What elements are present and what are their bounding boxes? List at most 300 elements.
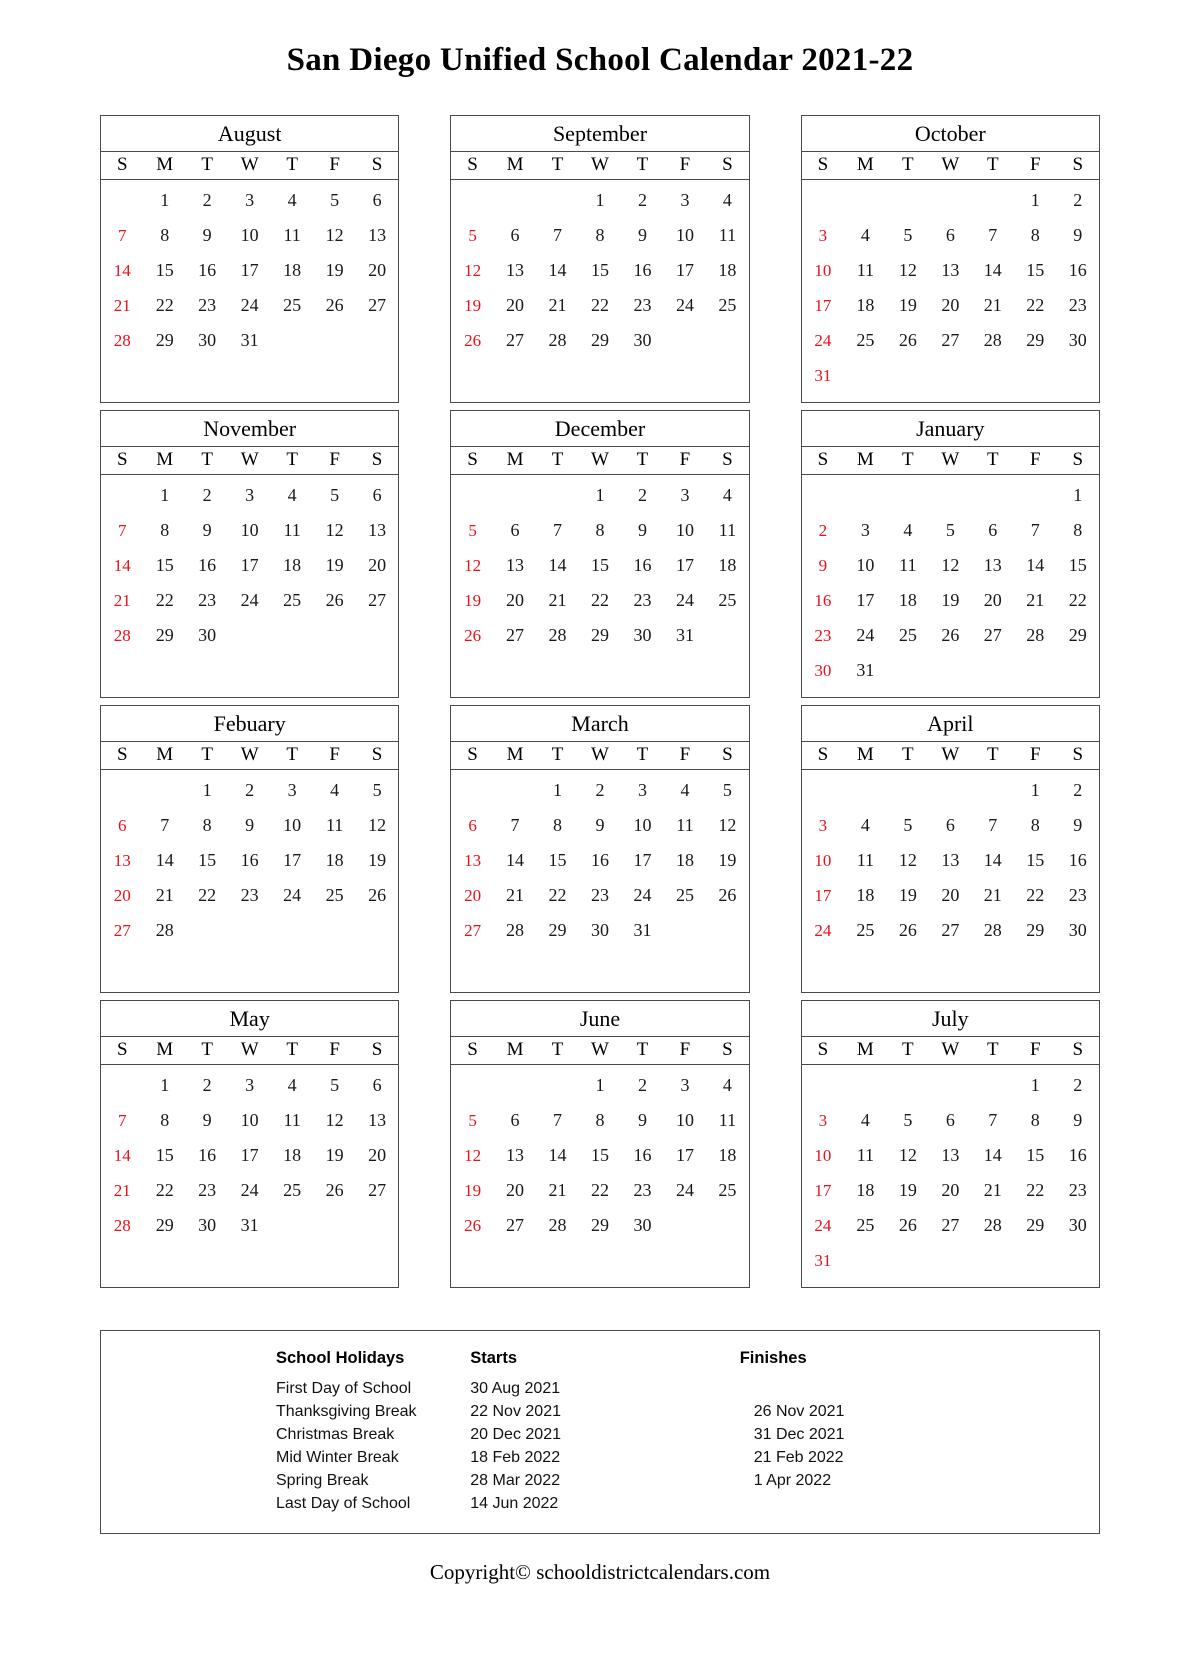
day-cell: 20 bbox=[506, 295, 525, 316]
weekday-label: S bbox=[817, 154, 829, 176]
day-cell: 10 bbox=[814, 261, 832, 281]
day-cell: 24 bbox=[814, 331, 832, 351]
day-cell: 12 bbox=[898, 1145, 917, 1166]
day-cell: 18 bbox=[856, 1180, 875, 1201]
day-cell: 8 bbox=[595, 225, 605, 246]
day-cell: 1 bbox=[1030, 780, 1040, 801]
day-cell: 17 bbox=[856, 590, 875, 611]
day-cell-empty bbox=[844, 183, 886, 218]
page-title: San Diego Unified School Calendar 2021-22 bbox=[286, 42, 914, 78]
day-cell-empty bbox=[451, 1068, 493, 1103]
day-cell: 2 bbox=[1073, 190, 1083, 211]
day-cell: 9 bbox=[637, 520, 647, 541]
day-cell: 19 bbox=[464, 1181, 482, 1201]
day-cell: 27 bbox=[506, 330, 525, 351]
day-cell: 18 bbox=[898, 590, 917, 611]
day-cell: 28 bbox=[113, 626, 131, 646]
day-cell: 31 bbox=[814, 1251, 832, 1271]
day-cell: 15 bbox=[1068, 555, 1087, 576]
month-name: September bbox=[552, 121, 648, 146]
weekday-label: S bbox=[722, 154, 733, 176]
day-cell: 30 bbox=[814, 661, 832, 681]
weekday-label: F bbox=[329, 154, 340, 176]
day-cell: 3 bbox=[818, 226, 828, 246]
day-cell: 4 bbox=[722, 1075, 732, 1096]
day-cell: 23 bbox=[1068, 885, 1087, 906]
day-cell: 28 bbox=[548, 1215, 567, 1236]
weekday-label: F bbox=[1029, 449, 1041, 471]
day-cell: 16 bbox=[198, 1145, 217, 1166]
weekday-label: S bbox=[722, 449, 733, 471]
day-cell: 15 bbox=[548, 850, 567, 871]
legend-row bbox=[101, 1400, 1099, 1423]
day-cell: 27 bbox=[368, 590, 387, 611]
month-card bbox=[100, 410, 399, 698]
day-cell: 7 bbox=[117, 521, 127, 541]
copyright-notice: Copyright© schooldistrictcalendars.com bbox=[429, 1560, 771, 1584]
day-cell-empty bbox=[101, 1068, 143, 1103]
day-cell: 21 bbox=[548, 295, 567, 316]
day-cell: 7 bbox=[988, 815, 998, 836]
day-cell: 23 bbox=[240, 885, 259, 906]
month-name: Febuary bbox=[213, 711, 286, 736]
month-card bbox=[801, 115, 1100, 403]
day-cell: 18 bbox=[675, 850, 694, 871]
weekday-label: S bbox=[116, 449, 128, 471]
day-cell: 13 bbox=[464, 851, 482, 871]
legend-row bbox=[101, 1423, 1099, 1446]
day-cell: 8 bbox=[160, 1110, 170, 1131]
day-grid bbox=[802, 180, 1099, 393]
day-cell-empty bbox=[536, 183, 578, 218]
day-cell: 22 bbox=[198, 885, 217, 906]
day-cell: 23 bbox=[814, 626, 832, 646]
day-cell: 30 bbox=[198, 625, 217, 646]
day-cell: 11 bbox=[283, 1110, 301, 1131]
day-cell: 24 bbox=[856, 625, 875, 646]
day-cell: 16 bbox=[1068, 1145, 1087, 1166]
day-cell: 5 bbox=[722, 780, 732, 801]
day-cell: 22 bbox=[590, 1180, 609, 1201]
weekday-label: S bbox=[371, 449, 383, 471]
day-cell: 5 bbox=[468, 521, 477, 541]
day-cell: 8 bbox=[1030, 815, 1040, 836]
day-cell: 27 bbox=[464, 921, 482, 941]
day-cell: 17 bbox=[283, 850, 302, 871]
weekday-label: M bbox=[506, 449, 524, 471]
day-cell: 16 bbox=[1068, 850, 1087, 871]
weekday-label: W bbox=[941, 744, 960, 766]
day-cell: 27 bbox=[983, 625, 1002, 646]
day-cell: 29 bbox=[155, 330, 174, 351]
day-cell: 19 bbox=[898, 295, 917, 316]
day-cell: 22 bbox=[1068, 590, 1087, 611]
day-cell: 9 bbox=[1073, 1110, 1083, 1131]
weekday-header-row bbox=[101, 151, 398, 180]
day-cell: 14 bbox=[548, 1145, 567, 1166]
day-cell: 21 bbox=[983, 885, 1002, 906]
day-cell: 13 bbox=[983, 555, 1002, 576]
day-cell: 2 bbox=[818, 521, 828, 541]
legend-table bbox=[101, 1347, 1099, 1515]
day-cell: 10 bbox=[240, 1110, 259, 1131]
weekday-label: F bbox=[1029, 1039, 1041, 1061]
weekday-label: M bbox=[856, 154, 874, 176]
weekday-header-row bbox=[451, 151, 748, 180]
day-cell: 23 bbox=[1068, 295, 1087, 316]
calendar-grid bbox=[100, 115, 1100, 1288]
day-cell: 30 bbox=[633, 1215, 652, 1236]
day-cell: 3 bbox=[680, 1075, 690, 1096]
month-card bbox=[450, 705, 749, 993]
day-cell: 10 bbox=[240, 520, 259, 541]
day-cell: 20 bbox=[113, 886, 131, 906]
day-cell: 10 bbox=[856, 555, 875, 576]
weekday-label: F bbox=[679, 449, 691, 471]
weekday-label: M bbox=[156, 744, 174, 766]
day-cell: 18 bbox=[718, 260, 737, 281]
month-name: August bbox=[217, 121, 282, 146]
day-cell-empty bbox=[1014, 478, 1056, 513]
weekday-label: M bbox=[856, 1039, 874, 1061]
day-cell: 18 bbox=[283, 1145, 302, 1166]
day-cell: 12 bbox=[325, 225, 344, 246]
day-cell: 6 bbox=[988, 520, 998, 541]
day-cell: 8 bbox=[553, 815, 562, 836]
day-cell: 29 bbox=[155, 625, 174, 646]
day-cell-empty bbox=[972, 478, 1014, 513]
day-cell: 26 bbox=[718, 885, 737, 906]
weekday-label: F bbox=[1029, 154, 1041, 176]
weekday-header-row bbox=[101, 446, 398, 475]
day-cell: 10 bbox=[675, 225, 694, 246]
day-cell: 1 bbox=[595, 1075, 605, 1096]
day-cell: 25 bbox=[856, 920, 875, 941]
day-cell-empty bbox=[536, 478, 578, 513]
day-cell: 24 bbox=[675, 295, 694, 316]
day-grid bbox=[451, 180, 748, 358]
legend-holiday-name: Thanksgiving Break bbox=[276, 1402, 417, 1420]
day-cell: 25 bbox=[283, 295, 302, 316]
day-cell: 13 bbox=[368, 1110, 387, 1131]
day-cell: 29 bbox=[590, 1215, 609, 1236]
day-cell: 6 bbox=[468, 816, 477, 836]
weekday-label: W bbox=[591, 744, 609, 766]
day-cell: 20 bbox=[368, 555, 387, 576]
day-cell: 9 bbox=[818, 556, 828, 576]
day-cell-empty bbox=[929, 773, 971, 808]
day-cell: 2 bbox=[637, 1075, 647, 1096]
day-cell: 28 bbox=[548, 625, 567, 646]
day-cell-empty bbox=[887, 478, 929, 513]
day-cell: 5 bbox=[903, 815, 913, 836]
day-cell: 30 bbox=[1068, 920, 1087, 941]
weekday-label: W bbox=[941, 449, 960, 471]
day-cell: 7 bbox=[553, 1110, 562, 1131]
weekday-label: F bbox=[679, 744, 691, 766]
weekday-label: T bbox=[902, 744, 914, 766]
day-cell: 20 bbox=[506, 590, 525, 611]
day-cell: 23 bbox=[633, 590, 652, 611]
weekday-label: W bbox=[240, 154, 259, 176]
day-cell: 21 bbox=[506, 885, 525, 906]
day-cell: 12 bbox=[325, 1110, 344, 1131]
day-cell: 11 bbox=[856, 850, 875, 871]
day-cell: 2 bbox=[202, 1075, 212, 1096]
day-cell: 29 bbox=[155, 1215, 174, 1236]
weekday-label: S bbox=[817, 1039, 829, 1061]
legend-holiday-name: First Day of School bbox=[276, 1379, 412, 1397]
day-cell: 12 bbox=[325, 520, 344, 541]
day-cell-empty bbox=[101, 478, 143, 513]
day-cell: 1 bbox=[160, 1075, 170, 1096]
day-cell: 28 bbox=[155, 920, 174, 941]
day-cell: 10 bbox=[675, 520, 694, 541]
day-cell: 2 bbox=[1073, 1075, 1083, 1096]
day-cell: 19 bbox=[325, 1145, 344, 1166]
day-cell: 17 bbox=[814, 1181, 832, 1201]
month-name: June bbox=[579, 1006, 621, 1031]
day-cell-empty bbox=[494, 478, 536, 513]
weekday-label: W bbox=[240, 744, 259, 766]
day-cell: 4 bbox=[722, 485, 732, 506]
day-cell: 24 bbox=[675, 590, 694, 611]
day-cell: 15 bbox=[198, 850, 217, 871]
weekday-header-row bbox=[451, 446, 748, 475]
month-name: December bbox=[554, 416, 646, 441]
day-cell: 16 bbox=[590, 850, 609, 871]
day-cell: 17 bbox=[633, 850, 652, 871]
day-cell: 1 bbox=[595, 485, 605, 506]
day-cell-empty bbox=[929, 183, 971, 218]
day-cell: 30 bbox=[198, 1215, 217, 1236]
day-cell: 10 bbox=[633, 815, 652, 836]
day-cell: 31 bbox=[675, 625, 694, 646]
weekday-label: S bbox=[817, 744, 829, 766]
day-cell: 22 bbox=[1026, 885, 1045, 906]
legend-header-row bbox=[101, 1347, 1099, 1377]
day-cell: 18 bbox=[283, 555, 302, 576]
day-cell: 20 bbox=[368, 260, 387, 281]
day-cell: 26 bbox=[898, 330, 917, 351]
day-cell-empty bbox=[451, 183, 493, 218]
day-cell: 9 bbox=[637, 1110, 647, 1131]
day-cell: 26 bbox=[325, 295, 344, 316]
month-card bbox=[450, 1000, 749, 1288]
day-cell: 25 bbox=[283, 1180, 302, 1201]
legend-start-date: 14 Jun 2022 bbox=[470, 1494, 559, 1512]
day-cell: 13 bbox=[506, 555, 525, 576]
weekday-label: T bbox=[551, 744, 564, 766]
day-grid bbox=[101, 770, 398, 948]
day-cell: 24 bbox=[283, 885, 302, 906]
day-cell-empty bbox=[101, 773, 143, 808]
day-cell: 21 bbox=[548, 590, 567, 611]
weekday-header-row bbox=[802, 1036, 1099, 1065]
weekday-header-row bbox=[802, 741, 1099, 770]
day-cell: 20 bbox=[368, 1145, 387, 1166]
legend-finish-date: 21 Feb 2022 bbox=[753, 1448, 844, 1466]
day-cell: 30 bbox=[1068, 330, 1087, 351]
day-cell: 11 bbox=[899, 555, 917, 576]
day-cell: 29 bbox=[548, 920, 567, 941]
legend-start-date: 30 Aug 2021 bbox=[470, 1379, 561, 1397]
day-cell: 31 bbox=[240, 1215, 259, 1236]
day-cell: 5 bbox=[903, 225, 913, 246]
weekday-label: T bbox=[201, 1039, 213, 1061]
weekday-label: S bbox=[467, 449, 478, 471]
day-cell: 7 bbox=[988, 225, 998, 246]
weekday-header-row bbox=[101, 1036, 398, 1065]
day-cell: 7 bbox=[988, 1110, 998, 1131]
day-cell: 8 bbox=[1030, 1110, 1040, 1131]
weekday-label: F bbox=[679, 154, 691, 176]
day-cell: 11 bbox=[718, 520, 737, 541]
month-card bbox=[801, 410, 1100, 698]
day-cell: 23 bbox=[198, 295, 217, 316]
day-cell: 27 bbox=[941, 1215, 960, 1236]
day-cell: 14 bbox=[983, 260, 1002, 281]
day-cell: 2 bbox=[637, 485, 647, 506]
month-name: January bbox=[916, 416, 985, 441]
day-cell: 4 bbox=[860, 815, 870, 836]
day-cell: 15 bbox=[590, 1145, 609, 1166]
day-cell: 26 bbox=[941, 625, 960, 646]
day-cell: 12 bbox=[464, 556, 482, 576]
day-cell: 19 bbox=[464, 296, 482, 316]
legend-holiday-name: Spring Break bbox=[276, 1471, 369, 1489]
day-cell: 22 bbox=[548, 885, 567, 906]
weekday-header-row bbox=[101, 741, 398, 770]
day-cell: 25 bbox=[718, 295, 737, 316]
weekday-label: M bbox=[156, 1039, 174, 1061]
day-cell: 16 bbox=[633, 260, 652, 281]
weekday-label: W bbox=[240, 1039, 259, 1061]
weekday-label: S bbox=[371, 154, 383, 176]
weekday-label: W bbox=[591, 1039, 609, 1061]
day-cell: 6 bbox=[372, 485, 382, 506]
day-cell: 21 bbox=[155, 885, 174, 906]
weekday-label: W bbox=[240, 449, 259, 471]
day-cell: 7 bbox=[553, 520, 562, 541]
day-cell: 19 bbox=[325, 555, 344, 576]
day-cell: 20 bbox=[464, 886, 482, 906]
day-cell: 25 bbox=[718, 590, 737, 611]
day-cell: 9 bbox=[202, 520, 212, 541]
day-cell: 15 bbox=[155, 260, 174, 281]
legend-header-holidays: School Holidays bbox=[276, 1349, 405, 1367]
day-cell: 14 bbox=[548, 555, 567, 576]
day-cell-empty bbox=[802, 773, 844, 808]
weekday-label: S bbox=[1072, 449, 1084, 471]
day-cell-empty bbox=[494, 773, 536, 808]
day-cell: 13 bbox=[506, 260, 525, 281]
month-name: November bbox=[203, 416, 297, 441]
day-cell: 21 bbox=[548, 1180, 567, 1201]
weekday-label: T bbox=[902, 1039, 914, 1061]
day-cell-empty bbox=[844, 478, 886, 513]
day-cell: 4 bbox=[287, 190, 297, 211]
day-cell: 26 bbox=[464, 1216, 482, 1236]
day-grid bbox=[451, 475, 748, 653]
day-cell: 22 bbox=[155, 295, 174, 316]
legend-start-date: 22 Nov 2021 bbox=[470, 1402, 561, 1420]
weekday-label: T bbox=[636, 154, 649, 176]
day-cell-empty bbox=[844, 1068, 886, 1103]
weekday-label: S bbox=[722, 744, 733, 766]
day-cell: 7 bbox=[117, 226, 127, 246]
day-cell: 15 bbox=[155, 1145, 174, 1166]
day-cell: 31 bbox=[814, 366, 832, 386]
day-cell: 24 bbox=[240, 1180, 259, 1201]
day-cell: 21 bbox=[1026, 590, 1045, 611]
day-cell: 31 bbox=[856, 660, 875, 681]
day-cell: 17 bbox=[675, 555, 694, 576]
day-cell: 11 bbox=[718, 1110, 737, 1131]
day-cell: 1 bbox=[595, 190, 605, 211]
day-cell: 13 bbox=[506, 1145, 525, 1166]
day-cell: 20 bbox=[506, 1180, 525, 1201]
day-cell: 5 bbox=[468, 1111, 477, 1131]
day-cell: 26 bbox=[464, 331, 482, 351]
day-cell: 23 bbox=[633, 295, 652, 316]
day-cell: 31 bbox=[240, 330, 259, 351]
legend-row bbox=[101, 1492, 1099, 1515]
day-grid bbox=[101, 180, 398, 358]
day-cell: 12 bbox=[464, 1146, 482, 1166]
day-cell: 11 bbox=[283, 520, 301, 541]
weekday-label: S bbox=[1072, 744, 1084, 766]
day-cell: 6 bbox=[945, 815, 955, 836]
day-grid bbox=[451, 1065, 748, 1243]
weekday-label: T bbox=[902, 449, 914, 471]
weekday-label: T bbox=[286, 744, 298, 766]
weekday-label: T bbox=[986, 1039, 999, 1061]
day-cell: 10 bbox=[814, 851, 832, 871]
legend-start-date: 18 Feb 2022 bbox=[470, 1448, 561, 1466]
day-cell: 3 bbox=[860, 520, 870, 541]
weekday-label: F bbox=[1029, 744, 1041, 766]
day-cell: 11 bbox=[325, 815, 344, 836]
legend-header-starts: Starts bbox=[470, 1349, 518, 1367]
day-cell: 22 bbox=[155, 1180, 174, 1201]
day-cell: 22 bbox=[1026, 295, 1045, 316]
day-cell: 3 bbox=[637, 780, 647, 801]
day-cell-empty bbox=[536, 1068, 578, 1103]
day-cell: 26 bbox=[368, 885, 387, 906]
day-cell: 7 bbox=[117, 1111, 127, 1131]
day-cell: 28 bbox=[983, 1215, 1002, 1236]
day-cell: 24 bbox=[814, 921, 832, 941]
day-cell: 12 bbox=[464, 261, 482, 281]
day-cell: 9 bbox=[595, 815, 605, 836]
day-cell: 23 bbox=[198, 1180, 217, 1201]
weekday-label: T bbox=[286, 1039, 298, 1061]
day-cell: 20 bbox=[941, 295, 960, 316]
day-cell: 30 bbox=[198, 330, 217, 351]
day-cell: 17 bbox=[675, 1145, 694, 1166]
day-cell: 18 bbox=[856, 885, 875, 906]
day-cell: 29 bbox=[1026, 330, 1045, 351]
weekday-label: S bbox=[467, 154, 478, 176]
month-name: July bbox=[931, 1006, 969, 1031]
legend-holiday-name: Christmas Break bbox=[276, 1425, 395, 1443]
month-card bbox=[100, 705, 399, 993]
day-cell: 15 bbox=[155, 555, 174, 576]
day-grid bbox=[802, 475, 1099, 688]
weekday-label: S bbox=[1072, 1039, 1084, 1061]
day-cell: 1 bbox=[1030, 190, 1040, 211]
